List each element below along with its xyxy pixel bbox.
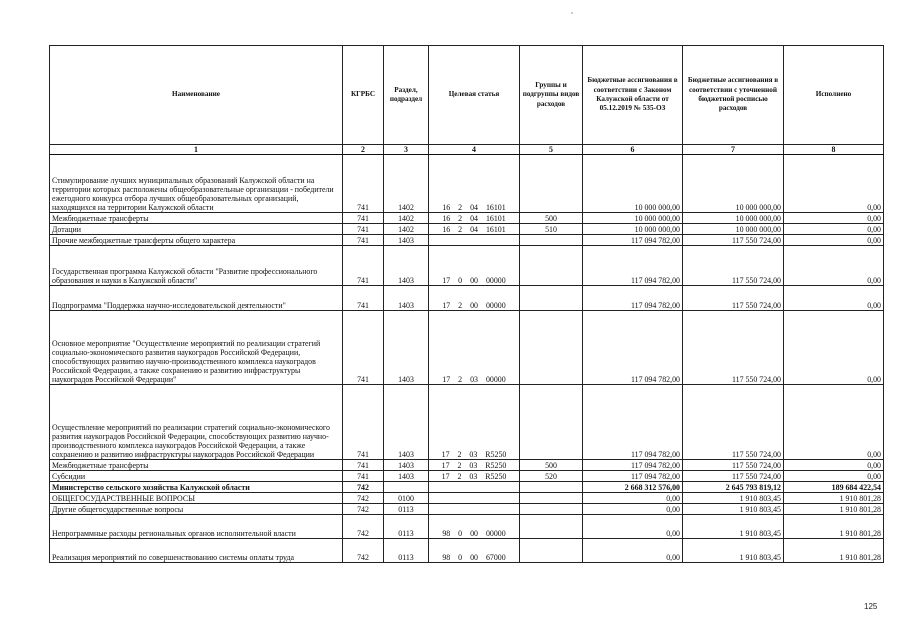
table-row (50, 515, 884, 539)
row-section (384, 482, 429, 493)
header-name: Наименование (50, 46, 343, 145)
row-section: 0113 (384, 539, 429, 563)
row-target: 98 0 00 00000 (429, 515, 520, 539)
row-group (520, 493, 583, 504)
row-name: Реализация мероприятий по совершенствованию системы оплаты труда (50, 539, 343, 563)
row-target (429, 235, 520, 246)
row-section: 1403 (384, 460, 429, 471)
row-target (429, 482, 520, 493)
row-executed-amount: 0,00 (784, 155, 884, 213)
table-row (50, 235, 884, 246)
row-target: 16 2 04 16101 (429, 224, 520, 235)
row-executed-amount: 0,00 (784, 224, 884, 235)
row-section: 1402 (384, 224, 429, 235)
header-law: Бюджетные ассигнования в соответствии с Законом Калужской области от 05.12.2019 № 535-ОЗ (583, 46, 683, 145)
header-executed: Исполнено (784, 46, 884, 145)
header-kgrbs: КГРБС (343, 46, 384, 145)
column-number: 8 (784, 145, 884, 155)
row-name: Осуществление мероприятий по реализации стратегий социально-экономического развития наукоградов Российской Федерации, способствующих развитию научно-производственного комплекса наукоградов Российской Федерации, а также сохранению и развитию инфраструктуры наукоградов Российской Федерации (50, 385, 343, 460)
row-executed-amount: 0,00 (784, 246, 884, 286)
row-name: Дотации (50, 224, 343, 235)
row-group (520, 515, 583, 539)
header-adjusted: Бюджетные ассигнования в соответствии с уточненной бюджетной росписью расходов (683, 46, 784, 145)
row-kgrbs: 742 (343, 515, 384, 539)
row-target: 17 2 03 R5250 (429, 471, 520, 482)
row-adjusted-amount: 117 550 724,00 (683, 235, 784, 246)
row-target: 98 0 00 67000 (429, 539, 520, 563)
row-kgrbs: 742 (343, 539, 384, 563)
row-adjusted-amount: 117 550 724,00 (683, 460, 784, 471)
row-group: 500 (520, 460, 583, 471)
row-group (520, 482, 583, 493)
row-law-amount: 10 000 000,00 (583, 155, 683, 213)
row-target: 17 2 03 00000 (429, 311, 520, 385)
row-target (429, 493, 520, 504)
row-executed-amount: 0,00 (784, 235, 884, 246)
column-number: 3 (384, 145, 429, 155)
row-adjusted-amount: 117 550 724,00 (683, 385, 784, 460)
header-group: Группы и подгруппы видов расходов (520, 46, 583, 145)
scan-speck (571, 12, 573, 14)
column-number: 2 (343, 145, 384, 155)
row-adjusted-amount: 117 550 724,00 (683, 286, 784, 311)
row-name: Подпрограмма "Поддержка научно-исследовательской деятельности" (50, 286, 343, 311)
table-row (50, 493, 884, 504)
row-section: 1402 (384, 155, 429, 213)
row-law-amount: 117 094 782,00 (583, 385, 683, 460)
column-number: 6 (583, 145, 683, 155)
row-executed-amount: 1 910 801,28 (784, 504, 884, 515)
row-kgrbs: 741 (343, 235, 384, 246)
row-target: 16 2 04 16101 (429, 213, 520, 224)
row-group (520, 286, 583, 311)
row-target: 17 0 00 00000 (429, 246, 520, 286)
row-kgrbs: 742 (343, 504, 384, 515)
table-row (50, 385, 884, 460)
table-body (50, 155, 884, 563)
table-row (50, 539, 884, 563)
row-target: 17 2 03 R5250 (429, 385, 520, 460)
table-row (50, 224, 884, 235)
row-executed-amount: 0,00 (784, 385, 884, 460)
row-section: 1402 (384, 213, 429, 224)
row-adjusted-amount: 2 645 793 819,12 (683, 482, 784, 493)
row-adjusted-amount: 1 910 803,45 (683, 539, 784, 563)
row-group (520, 504, 583, 515)
row-executed-amount: 189 684 422,54 (784, 482, 884, 493)
header-section: Раздел, подраздел (384, 46, 429, 145)
row-law-amount: 117 094 782,00 (583, 460, 683, 471)
row-executed-amount: 0,00 (784, 471, 884, 482)
row-kgrbs: 741 (343, 460, 384, 471)
row-kgrbs: 742 (343, 482, 384, 493)
row-kgrbs: 741 (343, 246, 384, 286)
row-adjusted-amount: 1 910 803,45 (683, 493, 784, 504)
row-section: 1403 (384, 246, 429, 286)
page-number: 125 (864, 602, 878, 611)
row-law-amount: 117 094 782,00 (583, 286, 683, 311)
row-section: 1403 (384, 385, 429, 460)
row-group (520, 539, 583, 563)
row-name: ОБЩЕГОСУДАРСТВЕННЫЕ ВОПРОСЫ (50, 493, 343, 504)
row-executed-amount: 0,00 (784, 286, 884, 311)
row-group (520, 155, 583, 213)
table-row (50, 213, 884, 224)
row-executed-amount: 0,00 (784, 311, 884, 385)
row-executed-amount: 0,00 (784, 213, 884, 224)
row-law-amount: 0,00 (583, 493, 683, 504)
row-adjusted-amount: 10 000 000,00 (683, 155, 784, 213)
row-target: 17 2 00 00000 (429, 286, 520, 311)
row-law-amount: 0,00 (583, 539, 683, 563)
row-law-amount: 0,00 (583, 515, 683, 539)
table-row (50, 246, 884, 286)
column-number: 1 (50, 145, 343, 155)
row-adjusted-amount: 117 550 724,00 (683, 311, 784, 385)
row-law-amount: 10 000 000,00 (583, 213, 683, 224)
row-name: Государственная программа Калужской области "Развитие профессионального образования и науки в Калужской области" (50, 246, 343, 286)
row-target (429, 504, 520, 515)
row-name: Субсидии (50, 471, 343, 482)
row-group (520, 235, 583, 246)
row-group (520, 311, 583, 385)
table-row (50, 471, 884, 482)
row-kgrbs: 741 (343, 224, 384, 235)
table-row (50, 286, 884, 311)
row-group (520, 246, 583, 286)
row-kgrbs: 741 (343, 286, 384, 311)
budget-table (49, 45, 884, 563)
row-name: Прочие межбюджетные трансферты общего характера (50, 235, 343, 246)
row-executed-amount: 1 910 801,28 (784, 515, 884, 539)
row-law-amount: 117 094 782,00 (583, 235, 683, 246)
header-target: Целевая статья (429, 46, 520, 145)
row-section: 0100 (384, 493, 429, 504)
row-name: Другие общегосударственные вопросы (50, 504, 343, 515)
row-adjusted-amount: 1 910 803,45 (683, 504, 784, 515)
row-target: 16 2 04 16101 (429, 155, 520, 213)
row-law-amount: 0,00 (583, 504, 683, 515)
table-row (50, 482, 884, 493)
row-section: 1403 (384, 286, 429, 311)
row-adjusted-amount: 1 910 803,45 (683, 515, 784, 539)
row-kgrbs: 742 (343, 493, 384, 504)
row-group: 500 (520, 213, 583, 224)
row-name: Межбюджетные трансферты (50, 213, 343, 224)
table-row (50, 504, 884, 515)
row-name: Основное мероприятие "Осуществление мероприятий по реализации стратегий социально-экономического развития наукоградов Российской Федерации, способствующих развитию научно-производственного комплекса наукоградов Российской Федерации, а также сохранению и развитию инфраструктуры наукоградов Российской Федерации" (50, 311, 343, 385)
row-group (520, 385, 583, 460)
row-name: Министерство сельского хозяйства Калужской области (50, 482, 343, 493)
row-executed-amount: 1 910 801,28 (784, 493, 884, 504)
column-number-row (50, 145, 884, 155)
row-section: 0113 (384, 504, 429, 515)
row-law-amount: 2 668 312 576,00 (583, 482, 683, 493)
row-section: 1403 (384, 471, 429, 482)
column-number: 5 (520, 145, 583, 155)
row-law-amount: 117 094 782,00 (583, 311, 683, 385)
row-adjusted-amount: 117 550 724,00 (683, 246, 784, 286)
row-law-amount: 117 094 782,00 (583, 246, 683, 286)
row-section: 1403 (384, 235, 429, 246)
row-name: Межбюджетные трансферты (50, 460, 343, 471)
row-kgrbs: 741 (343, 311, 384, 385)
row-kgrbs: 741 (343, 213, 384, 224)
row-kgrbs: 741 (343, 471, 384, 482)
row-section: 1403 (384, 311, 429, 385)
row-kgrbs: 741 (343, 385, 384, 460)
row-executed-amount: 0,00 (784, 460, 884, 471)
row-section: 0113 (384, 515, 429, 539)
row-law-amount: 117 094 782,00 (583, 471, 683, 482)
table-row (50, 311, 884, 385)
row-law-amount: 10 000 000,00 (583, 224, 683, 235)
row-name: Стимулирование лучших муниципальных образований Калужской области на территории которых расположены общеобразовательные организации - победители ежегодного конкурса отбора лучших общеобразовательных организаций, находящихся на территории Калужской области (50, 155, 343, 213)
row-kgrbs: 741 (343, 155, 384, 213)
row-adjusted-amount: 117 550 724,00 (683, 471, 784, 482)
row-name: Непрограммные расходы региональных органов исполнительной власти (50, 515, 343, 539)
column-number: 7 (683, 145, 784, 155)
row-target: 17 2 03 R5250 (429, 460, 520, 471)
row-group: 510 (520, 224, 583, 235)
column-number: 4 (429, 145, 520, 155)
header-row (50, 46, 884, 145)
row-group: 520 (520, 471, 583, 482)
row-adjusted-amount: 10 000 000,00 (683, 213, 784, 224)
row-adjusted-amount: 10 000 000,00 (683, 224, 784, 235)
table-row (50, 460, 884, 471)
row-executed-amount: 1 910 801,28 (784, 539, 884, 563)
table-row (50, 155, 884, 213)
